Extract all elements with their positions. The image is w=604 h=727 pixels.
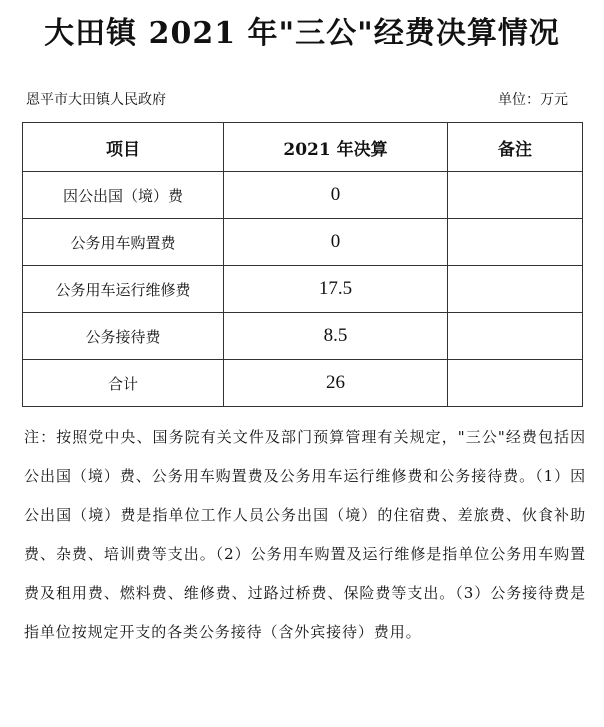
table-row xyxy=(23,219,583,266)
table-row xyxy=(23,266,583,313)
total-amount: 26 xyxy=(224,360,448,407)
row-amount: 8.5 xyxy=(224,313,448,360)
unit-label: 单位：万元 xyxy=(498,92,568,108)
table-total-row xyxy=(23,360,583,407)
expense-table xyxy=(22,122,583,407)
row-remark xyxy=(448,219,583,266)
row-remark xyxy=(448,313,583,360)
row-item: 公务接待费 xyxy=(23,313,224,360)
row-remark xyxy=(448,172,583,219)
table-row xyxy=(23,172,583,219)
row-item: 公务用车购置费 xyxy=(23,219,224,266)
row-item: 因公出国（境）费 xyxy=(23,172,224,219)
table-row xyxy=(23,313,583,360)
header-amount: 2021 年决算 xyxy=(224,123,448,172)
header-remark: 备注 xyxy=(448,123,583,172)
row-amount: 0 xyxy=(224,172,448,219)
row-remark xyxy=(448,266,583,313)
row-amount: 17.5 xyxy=(224,266,448,313)
page-title: 大田镇 2021 年"三公"经费决算情况 xyxy=(44,16,560,51)
organization-name: 恩平市大田镇人民政府 xyxy=(26,92,166,108)
total-remark xyxy=(448,360,583,407)
row-item: 公务用车运行维修费 xyxy=(23,266,224,313)
table-header-row xyxy=(23,123,583,172)
total-label: 合计 xyxy=(23,360,224,407)
header-item: 项目 xyxy=(23,123,224,172)
footnote: 注：按照党中央、国务院有关文件及部门预算管理有关规定，"三公"经费包括因公出国（境）费、公务用车购置费及公务用车运行维修费和公务接待费。（1）因公出国（境）费是指单位工作人员公务出国（境）的住宿费、差旅费、伙食补助费、杂费、培训费等支出。（2）公务用车购置及运行维修是指单位公务用车购置费及租用费、燃料费、维修费、过路过桥费、保险费等支出。（3）公务接待费是指单位按规定开支的各类公务接待（含外宾接待）费用。 xyxy=(24,428,586,641)
row-amount: 0 xyxy=(224,219,448,266)
